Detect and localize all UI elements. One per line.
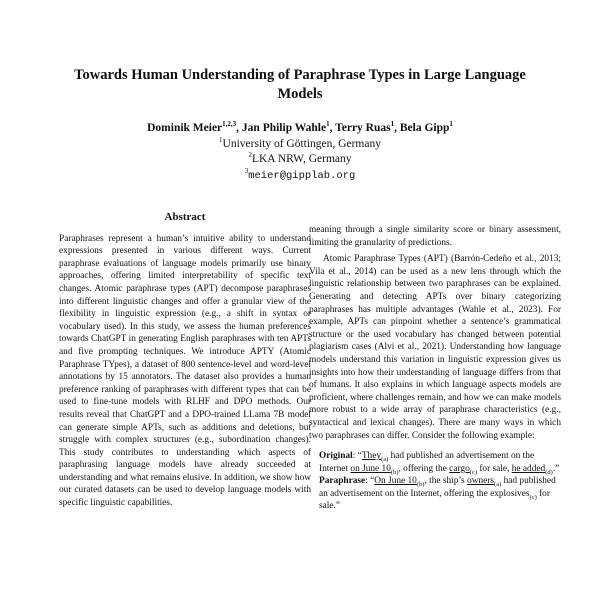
author-block	[60, 121, 540, 184]
affiliation: $^1$University of Göttingen, Germany	[219, 135, 381, 150]
author-name: Dominik Meier	[147, 122, 223, 134]
abstract-heading: Abstract	[164, 211, 206, 223]
author-names: Dominik Meier$^{1,2,3}$, Jan Philip Wahle$^1$, Terry Ruas$^1$, Bela Gipp$^1$	[147, 120, 453, 134]
author-sup: 1	[390, 120, 395, 129]
abstract-text: Paraphrases represent a human’s intuitive ability to understand expressions presented in various different ways. Current paraphrase evaluations of language models primarily use binary approaches, offering limited interpretability of specific text changes. Atomic paraphrase types (APT) decompose paraphrases into different linguistic changes and offer a granular view of the flexibility in linguistic expression (e.g., a shift in syntax or vocabulary used). In this study, we assess the human preferences towards ChatGPT in generating English paraphrases with ten APTs and five prompting techniques. We introduce APTY (Atomic Paraphrase TYpes), a dataset of 800 sentence-level and word-level annotations by 15 annotators. The dataset also provides a human preference ranking of paraphrases with different types that can be used to fine-tune models with RLHF and DPO methods. Our results reveal that ChatGPT and a DPO-trained LLama 7B model can generate simple APTs, such as additions and deletions, but struggle with complex structures (e.g., subordination changes). This study contributes to understanding which aspects of paraphrasing language models have already succeeded at understanding and what remains elusive. In addition, we show how our curated datasets can be used to develop language models with specific linguistic capabilities.	[59, 233, 311, 509]
paper-title: Towards Human Understanding of Paraphrase Types in Large Language Models	[74, 67, 526, 102]
author-name: Jan Philip Wahle	[241, 122, 327, 134]
author-email: $^3$meier@gipplab.org	[244, 166, 356, 182]
body-paragraph: Atomic Paraphrase Types (APT) (Barrón-Cedeño et al., 2013; Vila et al., 2014) can be used as a new lens through which the linguistic relationship between two paraphrases can be explained. Generating and detecting APTs over binary categorizing paraphrases has multiple advantages (Wahle et al., 2023). For example, APTs can pinpoint whether a sentence’s grammatical structure or the used vocabulary has changed between potential plagiarism cases (Alvi et al., 2021). Understanding how language models understand this variation in linguistic expression gives us insights into how their understanding of language differs from that of humans. It also explains in which language aspects models are proficient, where challenges remain, and how we can make models more robust to a wide array of paraphrase characteristics (e.g., syntactical and lexical changes). There are many ways in which two paraphrases can differ. Consider the following example:	[309, 254, 561, 441]
author-name: Bela Gipp	[399, 122, 450, 134]
affiliation: $^2$LKA NRW, Germany	[248, 151, 352, 165]
paraphrase-example	[319, 450, 561, 513]
example-original: Original: “They$_{(a)}$ had published an advertisement on the Internet on June $10_{(b)}$, offering the cargo$_{(c)}$ for sale, he added$_{(d)}$.”	[319, 451, 560, 476]
abstract-column	[59, 205, 311, 510]
author-sup: 1	[449, 120, 453, 129]
author-sup: 1	[326, 120, 330, 129]
example-paraphrase: Paraphrase: “On June $10_{(b)}$, the ship’s owners$_{(a)}$ had published an advertisement on the Internet, offering the explosives$_{(c)}$ for sale.”	[319, 476, 556, 512]
body-column	[309, 224, 561, 513]
body-paragraph: meaning through a single similarity score or binary assessment, limiting the granularity of predictions.	[309, 225, 561, 248]
author-name: Terry Ruas	[335, 122, 391, 134]
author-sup: 1,2,3	[222, 120, 237, 129]
